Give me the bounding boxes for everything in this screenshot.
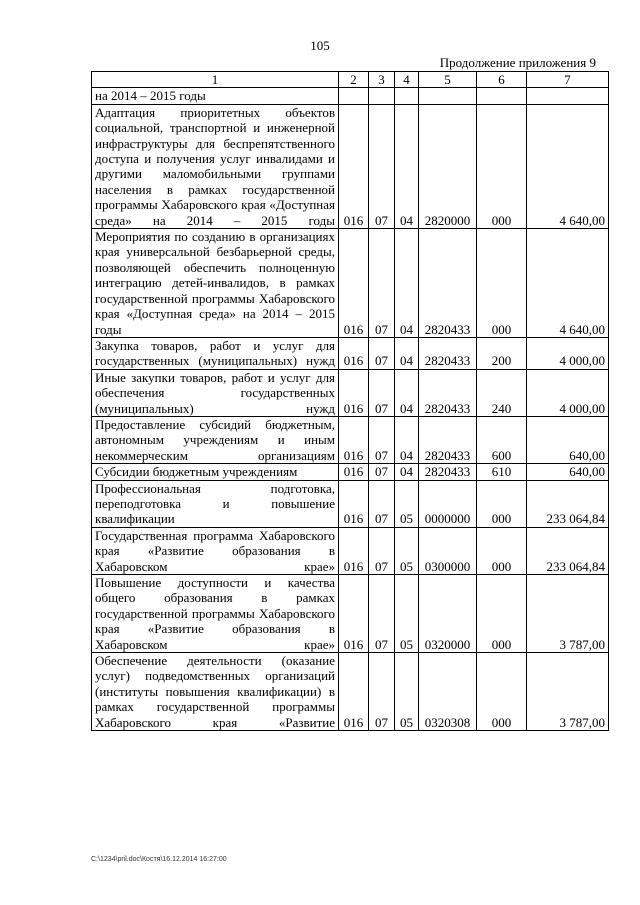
table-row (92, 527, 609, 574)
table-row (92, 416, 609, 463)
row-c5-cell: 2820433 (419, 229, 477, 338)
row-c4-cell: 05 (395, 527, 419, 574)
row-c5-cell: 2820433 (419, 464, 477, 480)
row-c2-cell: 016 (339, 337, 369, 369)
row-c4-cell: 04 (395, 337, 419, 369)
header-cell: 1 (92, 72, 339, 88)
row-c6-cell: 000 (477, 527, 527, 574)
row-c2-cell: 016 (339, 369, 369, 416)
row-c3-cell: 07 (369, 369, 395, 416)
table-row (92, 480, 609, 527)
row-c4-cell: 05 (395, 575, 419, 653)
row-description: на 2014 – 2015 годы (92, 88, 339, 104)
row-c7-cell (527, 88, 609, 104)
header-row (92, 72, 609, 88)
row-c7-cell: 3 787,00 (527, 575, 609, 653)
row-c4-cell: 04 (395, 369, 419, 416)
row-description: Повышение доступности и качества общего образования в рамках государственной программы Хабаровского края «Развитие образования в Хабаровском крае» (92, 575, 339, 653)
row-description: Мероприятия по созданию в организациях края универсальной безбарьерной среды, позволяющей обеспечить полноценную интеграцию детей-инвалидов, в рамках государственной программы Хабаровского края «Доступная среда» на 2014 – 2015 годы (92, 229, 339, 338)
row-c3-cell (369, 88, 395, 104)
budget-table (91, 71, 609, 731)
row-c6-cell: 000 (477, 653, 527, 731)
row-c6-cell: 600 (477, 416, 527, 463)
row-c7-cell: 233 064,84 (527, 480, 609, 527)
header-cell: 2 (339, 72, 369, 88)
row-c2-cell: 016 (339, 527, 369, 574)
row-description: Предоставление субсидий бюджетным, автономным учреждениям и иным некоммерческим организациям (92, 416, 339, 463)
row-description: Профессиональная подготовка, переподготовка и повышение квалификации (92, 480, 339, 527)
row-c5-cell: 2820433 (419, 416, 477, 463)
row-c7-cell: 3 787,00 (527, 653, 609, 731)
continuation-label: Продолжение приложения 9 (439, 55, 596, 70)
table-row (92, 369, 609, 416)
header-cell: 5 (419, 72, 477, 88)
table-row (92, 653, 609, 731)
row-description: Закупка товаров, работ и услуг для государственных (муниципальных) нужд (92, 337, 339, 369)
row-c2-cell: 016 (339, 416, 369, 463)
row-c2-cell: 016 (339, 229, 369, 338)
row-c5-cell: 2820433 (419, 369, 477, 416)
row-c3-cell: 07 (369, 464, 395, 480)
row-c2-cell: 016 (339, 575, 369, 653)
row-c6-cell: 240 (477, 369, 527, 416)
row-c3-cell: 07 (369, 416, 395, 463)
row-c4-cell: 04 (395, 104, 419, 228)
row-c7-cell: 640,00 (527, 416, 609, 463)
row-c7-cell: 4 000,00 (527, 369, 609, 416)
row-c5-cell: 0300000 (419, 527, 477, 574)
row-c2-cell (339, 88, 369, 104)
table-row (92, 229, 609, 338)
row-c4-cell: 04 (395, 416, 419, 463)
row-description: Обеспечение деятельности (оказание услуг) подведомственных организаций (институты повышения квалификации) в рамках государственной программы Хабаровского края «Развитие (92, 653, 339, 731)
row-c4-cell: 05 (395, 653, 419, 731)
table-row (92, 464, 609, 480)
row-c2-cell: 016 (339, 104, 369, 228)
table-row (92, 575, 609, 653)
row-description: Иные закупки товаров, работ и услуг для обеспечения государственных (муниципальных) нужд (92, 369, 339, 416)
row-c5-cell: 2820000 (419, 104, 477, 228)
row-c2-cell: 016 (339, 480, 369, 527)
table-row (92, 88, 609, 104)
row-c5-cell: 0000000 (419, 480, 477, 527)
row-c2-cell: 016 (339, 464, 369, 480)
row-c3-cell: 07 (369, 104, 395, 228)
row-c7-cell: 4 640,00 (527, 104, 609, 228)
row-c6-cell: 000 (477, 575, 527, 653)
row-c5-cell: 0320308 (419, 653, 477, 731)
table-row (92, 104, 609, 228)
row-description: Государственная программа Хабаровского края «Развитие образования в Хабаровском крае» (92, 527, 339, 574)
row-c6-cell: 610 (477, 464, 527, 480)
row-c5-cell (419, 88, 477, 104)
row-description: Адаптация приоритетных объектов социальной, транспортной и инженерной инфраструктуры для беспрепятственного доступа и получения услуг инвалидами и другими маломобильными группами населения в рамках государственной программы Хабаровского края «Доступная среда» на 2014 – 2015 годы (92, 104, 339, 228)
row-c4-cell: 05 (395, 480, 419, 527)
header-cell: 6 (477, 72, 527, 88)
row-c3-cell: 07 (369, 527, 395, 574)
row-c4-cell (395, 88, 419, 104)
row-c4-cell: 04 (395, 464, 419, 480)
header-cell: 3 (369, 72, 395, 88)
row-c3-cell: 07 (369, 337, 395, 369)
row-c3-cell: 07 (369, 653, 395, 731)
row-c4-cell: 04 (395, 229, 419, 338)
row-c6-cell: 000 (477, 480, 527, 527)
row-c3-cell: 07 (369, 480, 395, 527)
row-c6-cell (477, 88, 527, 104)
row-c7-cell: 640,00 (527, 464, 609, 480)
row-description: Субсидии бюджетным учреждениям (92, 464, 339, 480)
row-c5-cell: 2820433 (419, 337, 477, 369)
page-number: 105 (310, 38, 330, 53)
row-c6-cell: 000 (477, 229, 527, 338)
row-c7-cell: 233 064,84 (527, 527, 609, 574)
row-c3-cell: 07 (369, 575, 395, 653)
header-cell: 7 (527, 72, 609, 88)
row-c7-cell: 4 000,00 (527, 337, 609, 369)
table-row (92, 337, 609, 369)
row-c3-cell: 07 (369, 229, 395, 338)
row-c5-cell: 0320000 (419, 575, 477, 653)
row-c6-cell: 200 (477, 337, 527, 369)
row-c7-cell: 4 640,00 (527, 229, 609, 338)
row-c6-cell: 000 (477, 104, 527, 228)
file-path-footer: C:\1234\pril.doc\Костя\16.12.2014 16:27:00 (91, 856, 227, 863)
row-c2-cell: 016 (339, 653, 369, 731)
header-cell: 4 (395, 72, 419, 88)
